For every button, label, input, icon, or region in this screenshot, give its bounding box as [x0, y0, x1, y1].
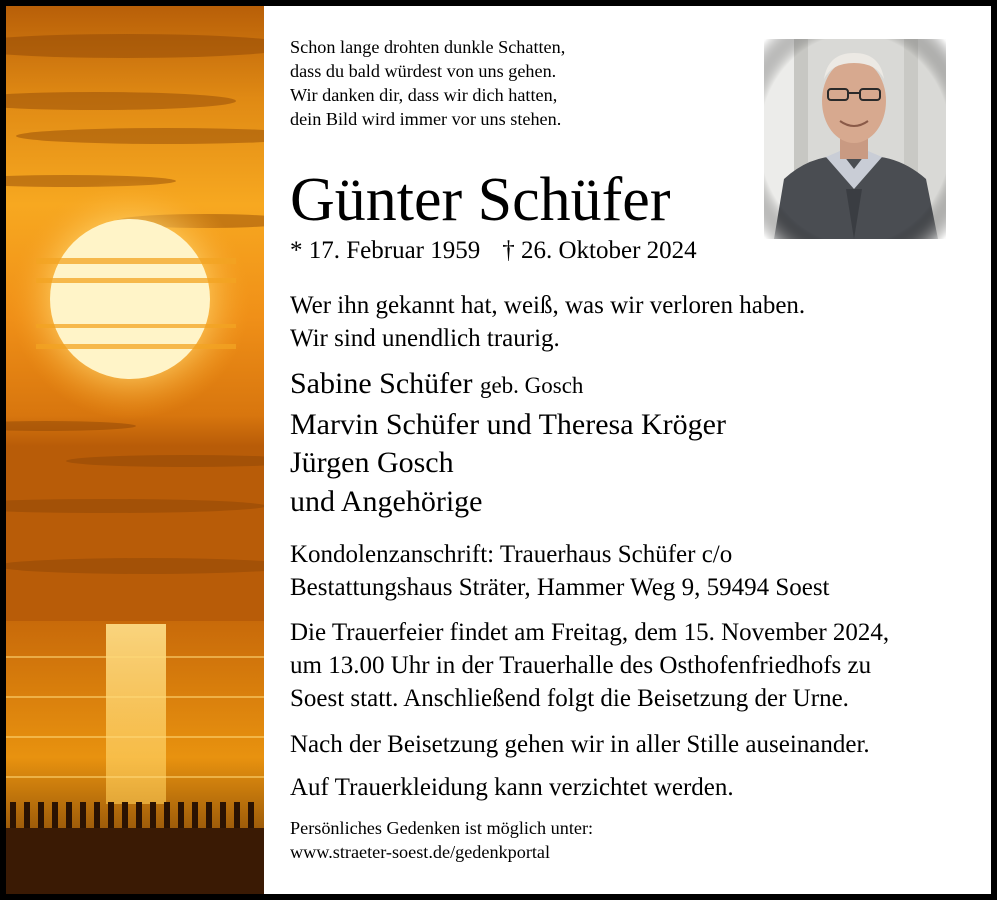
- death-date: † 26. Oktober 2024: [502, 237, 697, 264]
- quote-line: Wir sind unendlich traurig.: [290, 325, 560, 352]
- online-memorial-text: Persönliches Gedenken ist möglich unter:: [290, 818, 594, 838]
- family-member: und Angehörige: [290, 484, 483, 518]
- notice-text: [264, 6, 991, 894]
- mourning-quote: [290, 289, 805, 355]
- online-memorial: [290, 816, 593, 864]
- sunset-image: [6, 6, 264, 894]
- silence-note: Nach der Beisetzung gehen wir in aller Stille auseinander.: [290, 731, 870, 758]
- family-member-name: Sabine Schüfer: [290, 367, 473, 400]
- poem-line: Schon lange drohten dunkle Schatten,: [290, 37, 566, 57]
- address-line: Bestattungshaus Sträter, Hammer Weg 9, 59494 Soest: [290, 574, 830, 601]
- maiden-name: geb. Gosch: [479, 373, 584, 398]
- funeral-ceremony-info: [290, 616, 889, 715]
- ceremony-line: um 13.00 Uhr in der Trauerhalle des Osthofenfriedhofs zu: [290, 652, 872, 679]
- family-member: Jürgen Gosch: [290, 446, 454, 479]
- ceremony-line: Soest statt. Anschließend folgt die Beisetzung der Urne.: [290, 685, 849, 712]
- poem: [290, 35, 565, 131]
- family-member: [290, 365, 726, 406]
- address-line: Kondolenzanschrift: Trauerhaus Schüfer c/o: [290, 541, 733, 568]
- life-dates: [290, 234, 697, 268]
- poem-line: dass du bald würdest von uns gehen.: [290, 61, 557, 81]
- portrait-photo: [764, 39, 946, 239]
- online-memorial-url[interactable]: www.straeter-soest.de/gedenkportal: [290, 842, 551, 862]
- family-signatures: [290, 365, 726, 521]
- condolence-address: [290, 538, 830, 604]
- birth-date: * 17. Februar 1959: [290, 237, 481, 264]
- poem-line: Wir danken dir, dass wir dich hatten,: [290, 85, 558, 105]
- obituary-notice: [6, 6, 991, 894]
- quote-line: Wer ihn gekannt hat, weiß, was wir verloren haben.: [290, 292, 806, 319]
- deceased-name: Günter Schüfer: [290, 166, 671, 234]
- family-member: Marvin Schüfer und Theresa Kröger: [290, 407, 726, 441]
- poem-line: dein Bild wird immer vor uns stehen.: [290, 109, 562, 129]
- ceremony-line: Die Trauerfeier findet am Freitag, dem 15. November 2024,: [290, 619, 890, 646]
- dress-code-note: Auf Trauerkleidung kann verzichtet werden.: [290, 774, 734, 801]
